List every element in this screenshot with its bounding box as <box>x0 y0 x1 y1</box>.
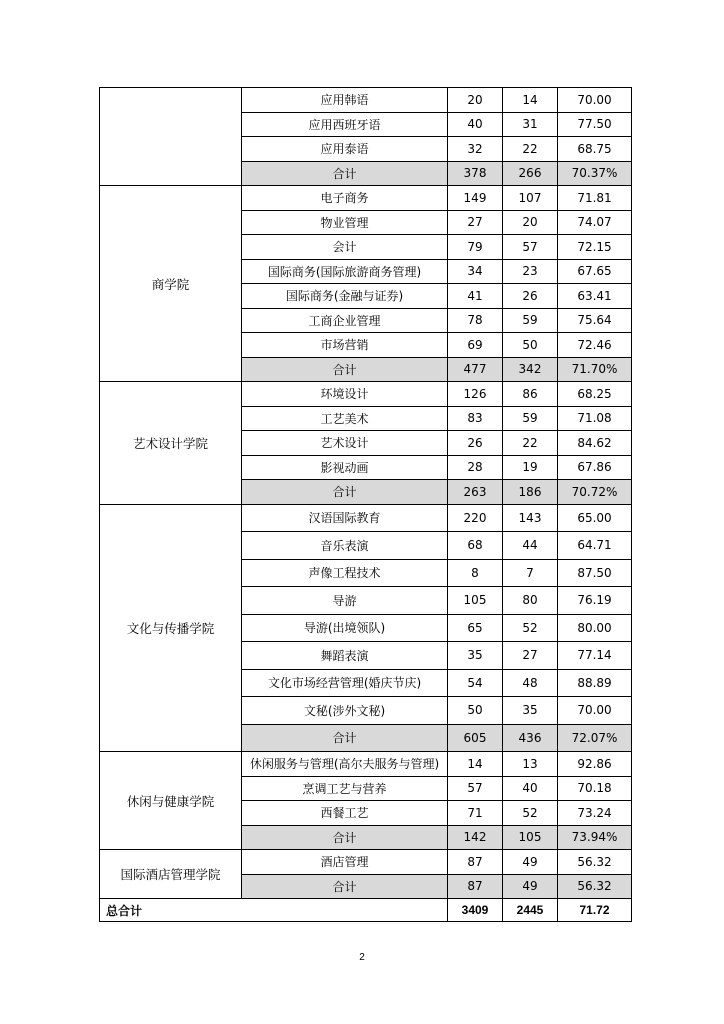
employed-cell: 13 <box>503 752 558 777</box>
employed-cell: 105 <box>503 825 558 850</box>
graduates-cell: 57 <box>448 776 503 801</box>
rate-cell: 73.24 <box>558 801 632 826</box>
graduates-cell: 69 <box>448 333 503 358</box>
major-cell: 休闲服务与管理(高尔夫服务与管理) <box>242 752 448 777</box>
rate-cell: 92.86 <box>558 752 632 777</box>
employed-cell: 342 <box>503 357 558 382</box>
rate-cell: 71.08 <box>558 406 632 431</box>
employed-cell: 14 <box>503 88 558 113</box>
major-cell: 汉语国际教育 <box>242 504 448 532</box>
employed-cell: 26 <box>503 284 558 309</box>
table-row <box>100 504 632 532</box>
graduates-cell: 20 <box>448 88 503 113</box>
grand-total-graduates: 3409 <box>448 899 503 922</box>
graduates-cell: 149 <box>448 186 503 211</box>
employed-cell: 49 <box>503 874 558 899</box>
rate-cell: 68.25 <box>558 382 632 407</box>
employed-cell: 52 <box>503 614 558 642</box>
major-cell: 影视动画 <box>242 455 448 480</box>
employed-cell: 22 <box>503 431 558 456</box>
rate-cell: 67.86 <box>558 455 632 480</box>
major-cell: 环境设计 <box>242 382 448 407</box>
graduates-cell: 605 <box>448 724 503 752</box>
rate-cell: 64.71 <box>558 532 632 560</box>
rate-cell: 76.19 <box>558 587 632 615</box>
graduates-cell: 79 <box>448 235 503 260</box>
college-name: 休闲与健康学院 <box>100 752 242 850</box>
graduates-cell: 32 <box>448 137 503 162</box>
graduates-cell: 65 <box>448 614 503 642</box>
employed-cell: 80 <box>503 587 558 615</box>
employed-cell: 59 <box>503 308 558 333</box>
major-cell: 市场营销 <box>242 333 448 358</box>
graduates-cell: 68 <box>448 532 503 560</box>
rate-cell: 70.18 <box>558 776 632 801</box>
grand-total-rate: 71.72 <box>558 899 632 922</box>
major-cell: 会计 <box>242 235 448 260</box>
graduates-cell: 87 <box>448 850 503 875</box>
graduates-cell: 477 <box>448 357 503 382</box>
rate-cell: 88.89 <box>558 669 632 697</box>
college-name: 艺术设计学院 <box>100 382 242 505</box>
rate-cell: 71.81 <box>558 186 632 211</box>
rate-cell: 72.46 <box>558 333 632 358</box>
major-cell: 合计 <box>242 357 448 382</box>
major-cell: 工艺美术 <box>242 406 448 431</box>
rate-cell: 70.37% <box>558 161 632 186</box>
table-row <box>100 382 632 407</box>
college-name: 文化与传播学院 <box>100 504 242 752</box>
graduates-cell: 126 <box>448 382 503 407</box>
rate-cell: 75.64 <box>558 308 632 333</box>
college-name <box>100 88 242 186</box>
major-cell: 应用西班牙语 <box>242 112 448 137</box>
graduates-cell: 35 <box>448 642 503 670</box>
employed-cell: 23 <box>503 259 558 284</box>
graduates-cell: 26 <box>448 431 503 456</box>
rate-cell: 67.65 <box>558 259 632 284</box>
graduates-cell: 78 <box>448 308 503 333</box>
graduates-cell: 27 <box>448 210 503 235</box>
employed-cell: 20 <box>503 210 558 235</box>
rate-cell: 70.00 <box>558 697 632 725</box>
rate-cell: 72.15 <box>558 235 632 260</box>
rate-cell: 80.00 <box>558 614 632 642</box>
graduates-cell: 87 <box>448 874 503 899</box>
employed-cell: 31 <box>503 112 558 137</box>
graduates-cell: 263 <box>448 480 503 505</box>
table-row <box>100 186 632 211</box>
employed-cell: 35 <box>503 697 558 725</box>
graduates-cell: 40 <box>448 112 503 137</box>
employed-cell: 50 <box>503 333 558 358</box>
table-row <box>100 850 632 875</box>
rate-cell: 70.72% <box>558 480 632 505</box>
grand-total-label: 总合计 <box>100 899 448 922</box>
college-name: 国际酒店管理学院 <box>100 850 242 899</box>
employed-cell: 266 <box>503 161 558 186</box>
employed-cell: 27 <box>503 642 558 670</box>
major-cell: 应用泰语 <box>242 137 448 162</box>
employed-cell: 143 <box>503 504 558 532</box>
graduates-cell: 105 <box>448 587 503 615</box>
grand-total-row <box>100 899 632 922</box>
rate-cell: 72.07% <box>558 724 632 752</box>
employed-cell: 48 <box>503 669 558 697</box>
major-cell: 舞蹈表演 <box>242 642 448 670</box>
rate-cell: 65.00 <box>558 504 632 532</box>
major-cell: 导游 <box>242 587 448 615</box>
major-cell: 酒店管理 <box>242 850 448 875</box>
graduates-cell: 54 <box>448 669 503 697</box>
major-cell: 艺术设计 <box>242 431 448 456</box>
rate-cell: 56.32 <box>558 874 632 899</box>
major-cell: 合计 <box>242 874 448 899</box>
rate-cell: 70.00 <box>558 88 632 113</box>
graduates-cell: 71 <box>448 801 503 826</box>
major-cell: 合计 <box>242 161 448 186</box>
employed-cell: 49 <box>503 850 558 875</box>
major-cell: 工商企业管理 <box>242 308 448 333</box>
employed-cell: 19 <box>503 455 558 480</box>
major-cell: 国际商务(金融与证券) <box>242 284 448 309</box>
rate-cell: 71.70% <box>558 357 632 382</box>
graduates-cell: 378 <box>448 161 503 186</box>
employment-stats-table <box>99 87 632 922</box>
table-row <box>100 752 632 777</box>
rate-cell: 84.62 <box>558 431 632 456</box>
employed-cell: 436 <box>503 724 558 752</box>
employed-cell: 86 <box>503 382 558 407</box>
page-number: 2 <box>359 952 365 963</box>
college-name: 商学院 <box>100 186 242 382</box>
major-cell: 合计 <box>242 825 448 850</box>
rate-cell: 56.32 <box>558 850 632 875</box>
rate-cell: 73.94% <box>558 825 632 850</box>
major-cell: 西餐工艺 <box>242 801 448 826</box>
rate-cell: 77.50 <box>558 112 632 137</box>
employed-cell: 52 <box>503 801 558 826</box>
rate-cell: 68.75 <box>558 137 632 162</box>
major-cell: 电子商务 <box>242 186 448 211</box>
major-cell: 应用韩语 <box>242 88 448 113</box>
graduates-cell: 14 <box>448 752 503 777</box>
major-cell: 文化市场经营管理(婚庆节庆) <box>242 669 448 697</box>
employed-cell: 40 <box>503 776 558 801</box>
major-cell: 合计 <box>242 724 448 752</box>
major-cell: 烹调工艺与营养 <box>242 776 448 801</box>
employed-cell: 44 <box>503 532 558 560</box>
graduates-cell: 8 <box>448 559 503 587</box>
employed-cell: 186 <box>503 480 558 505</box>
rate-cell: 87.50 <box>558 559 632 587</box>
major-cell: 合计 <box>242 480 448 505</box>
major-cell: 文秘(涉外文秘) <box>242 697 448 725</box>
grand-total-employed: 2445 <box>503 899 558 922</box>
graduates-cell: 220 <box>448 504 503 532</box>
graduates-cell: 34 <box>448 259 503 284</box>
employed-cell: 107 <box>503 186 558 211</box>
major-cell: 音乐表演 <box>242 532 448 560</box>
graduates-cell: 50 <box>448 697 503 725</box>
major-cell: 声像工程技术 <box>242 559 448 587</box>
major-cell: 导游(出境领队) <box>242 614 448 642</box>
major-cell: 物业管理 <box>242 210 448 235</box>
employed-cell: 7 <box>503 559 558 587</box>
graduates-cell: 83 <box>448 406 503 431</box>
graduates-cell: 28 <box>448 455 503 480</box>
rate-cell: 77.14 <box>558 642 632 670</box>
major-cell: 国际商务(国际旅游商务管理) <box>242 259 448 284</box>
graduates-cell: 41 <box>448 284 503 309</box>
rate-cell: 63.41 <box>558 284 632 309</box>
employed-cell: 59 <box>503 406 558 431</box>
employed-cell: 22 <box>503 137 558 162</box>
table-row <box>100 88 632 113</box>
rate-cell: 74.07 <box>558 210 632 235</box>
graduates-cell: 142 <box>448 825 503 850</box>
employed-cell: 57 <box>503 235 558 260</box>
